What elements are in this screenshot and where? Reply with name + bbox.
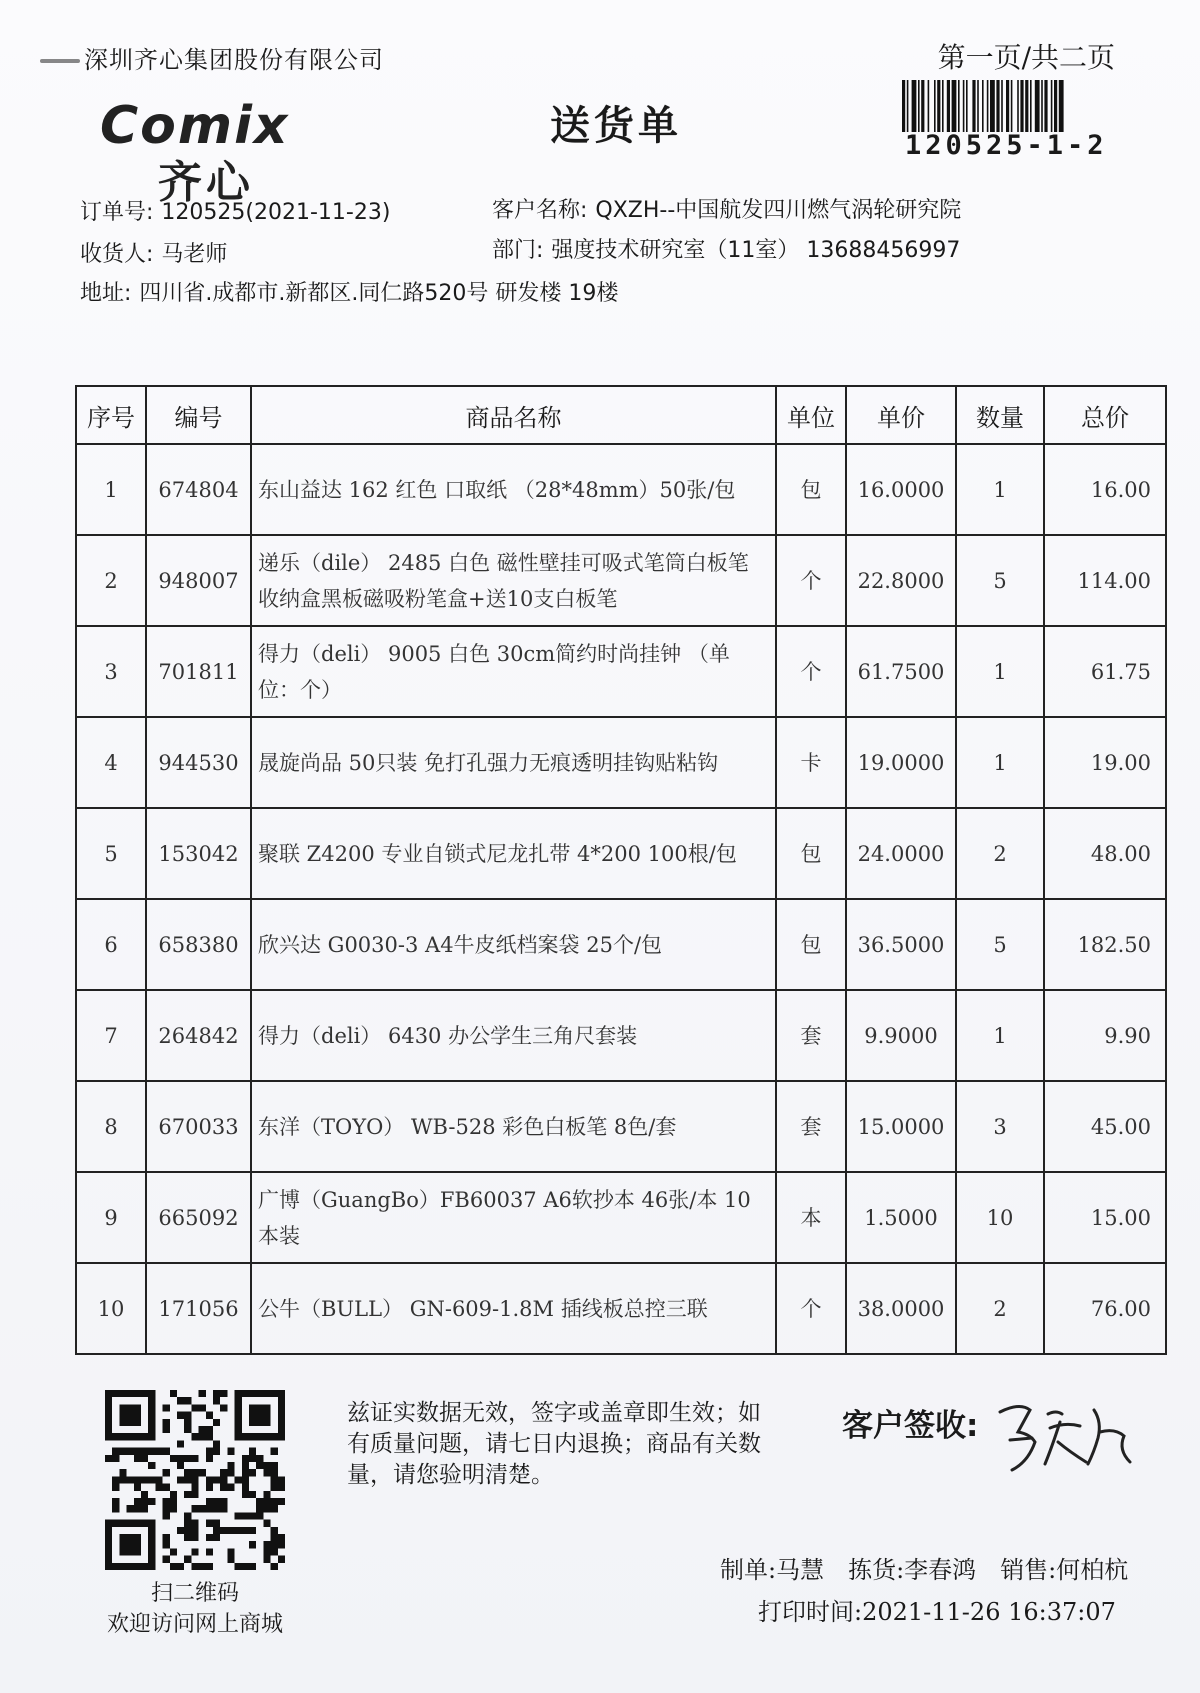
cell-total: 76.00 — [1044, 1263, 1166, 1354]
cell-price: 61.7500 — [846, 626, 956, 717]
cell-unit: 卡 — [776, 717, 846, 808]
customer-value: QXZH--中国航发四川燃气涡轮研究院 — [595, 198, 962, 223]
picker-text: 拣货:李春鸿 — [848, 1556, 977, 1584]
cell-unit: 包 — [776, 808, 846, 899]
handwritten-signature — [990, 1392, 1140, 1482]
cell-total: 48.00 — [1044, 808, 1166, 899]
address-label: 地址: — [80, 281, 132, 306]
address-value: 四川省.成都市.新都区.同仁路520号 研发楼 19楼 — [139, 281, 619, 306]
cell-code: 701811 — [146, 626, 251, 717]
cell-qty: 2 — [956, 808, 1044, 899]
logo-wordmark: Comix — [100, 96, 290, 156]
cell-code: 670033 — [146, 1081, 251, 1172]
logo-chinese: 齐心 — [158, 157, 254, 208]
cell-unit: 包 — [776, 444, 846, 535]
order-number-label: 订单号: — [80, 200, 154, 225]
cell-code: 948007 — [146, 535, 251, 626]
cell-price: 22.8000 — [846, 535, 956, 626]
department-label: 部门: — [492, 238, 544, 263]
cell-seq: 3 — [76, 626, 146, 717]
cell-name: 欣兴达 G0030-3 A4牛皮纸档案袋 25个/包 — [251, 899, 776, 990]
address-field — [80, 276, 618, 307]
comix-logo — [100, 96, 330, 208]
department-field — [492, 233, 960, 264]
cell-qty: 1 — [956, 717, 1044, 808]
cell-price: 19.0000 — [846, 717, 956, 808]
cell-total: 19.00 — [1044, 717, 1166, 808]
cell-qty: 1 — [956, 990, 1044, 1081]
header-unit: 单位 — [776, 386, 846, 444]
cell-code: 264842 — [146, 990, 251, 1081]
header-code: 编号 — [146, 386, 251, 444]
items-table — [75, 385, 1167, 1355]
cell-code: 153042 — [146, 808, 251, 899]
table-row — [76, 1081, 1166, 1172]
cell-price: 16.0000 — [846, 444, 956, 535]
cell-price: 1.5000 — [846, 1172, 956, 1263]
staff-line — [720, 1550, 1152, 1585]
cell-name: 广博（GuangBo）FB60037 A6软抄本 46张/本 10本装 — [251, 1172, 776, 1263]
cell-price: 15.0000 — [846, 1081, 956, 1172]
order-number-field — [80, 195, 390, 226]
document-title: 送货单 — [550, 103, 682, 149]
cell-price: 36.5000 — [846, 899, 956, 990]
cell-name: 东山益达 162 红色 口取纸 （28*48mm）50张/包 — [251, 444, 776, 535]
cell-qty: 3 — [956, 1081, 1044, 1172]
cell-code: 944530 — [146, 717, 251, 808]
receiver-label: 收货人: — [80, 242, 154, 267]
cell-unit: 套 — [776, 1081, 846, 1172]
cell-code: 674804 — [146, 444, 251, 535]
cell-total: 9.90 — [1044, 990, 1166, 1081]
department-value: 强度技术研究室（11室） 13688456997 — [551, 238, 961, 263]
table-row — [76, 535, 1166, 626]
cell-seq: 1 — [76, 444, 146, 535]
table-row — [76, 1172, 1166, 1263]
cell-seq: 7 — [76, 990, 146, 1081]
cell-price: 9.9000 — [846, 990, 956, 1081]
table-row — [76, 899, 1166, 990]
header-name: 商品名称 — [251, 386, 776, 444]
ink-scribble — [40, 59, 80, 63]
table-header-row — [76, 386, 1166, 444]
cell-total: 61.75 — [1044, 626, 1166, 717]
qr-caption-line-2: 欢迎访问网上商城 — [106, 1612, 283, 1637]
cell-name: 得力（deli） 9005 白色 30cm简约时尚挂钟 （单位：个） — [251, 626, 776, 717]
cell-unit: 个 — [776, 535, 846, 626]
barcode-number: 120525-1-2 — [905, 130, 1108, 161]
cell-unit: 套 — [776, 990, 846, 1081]
cell-qty: 2 — [956, 1263, 1044, 1354]
cell-code: 665092 — [146, 1172, 251, 1263]
cell-price: 24.0000 — [846, 808, 956, 899]
cell-unit: 个 — [776, 1263, 846, 1354]
cell-seq: 6 — [76, 899, 146, 990]
table-row — [76, 717, 1166, 808]
qr-caption — [70, 1578, 320, 1640]
cell-name: 递乐（dile） 2485 白色 磁性壁挂可吸式笔筒白板笔收纳盒黑板磁吸粉笔盒+送10支白板笔 — [251, 535, 776, 626]
customer-sign-label: 客户签收: — [842, 1408, 979, 1444]
cell-total: 114.00 — [1044, 535, 1166, 626]
cell-seq: 9 — [76, 1172, 146, 1263]
header-price: 单价 — [846, 386, 956, 444]
cell-unit: 个 — [776, 626, 846, 717]
receiver-field — [80, 237, 227, 268]
cell-qty: 10 — [956, 1172, 1044, 1263]
sales-text: 销售:何柏杭 — [1000, 1556, 1129, 1584]
cell-seq: 8 — [76, 1081, 146, 1172]
table-row — [76, 444, 1166, 535]
maker-text: 制单:马慧 — [720, 1556, 825, 1584]
cell-name: 聚联 Z4200 专业自锁式尼龙扎带 4*200 100根/包 — [251, 808, 776, 899]
header-qty: 数量 — [956, 386, 1044, 444]
company-name — [40, 40, 384, 75]
cell-qty: 5 — [956, 535, 1044, 626]
page-indicator: 第一页/共二页 — [937, 41, 1115, 74]
cell-seq: 10 — [76, 1263, 146, 1354]
customer-label: 客户名称: — [492, 198, 588, 223]
table-row — [76, 1263, 1166, 1354]
cell-seq: 4 — [76, 717, 146, 808]
cell-total: 182.50 — [1044, 899, 1166, 990]
cell-code: 658380 — [146, 899, 251, 990]
cell-qty: 1 — [956, 626, 1044, 717]
header-seq: 序号 — [76, 386, 146, 444]
table-row — [76, 626, 1166, 717]
cell-seq: 2 — [76, 535, 146, 626]
barcode-icon — [902, 80, 1120, 132]
cell-name: 晟旋尚品 50只装 免打孔强力无痕透明挂钩贴粘钩 — [251, 717, 776, 808]
cell-total: 45.00 — [1044, 1081, 1166, 1172]
cell-qty: 1 — [956, 444, 1044, 535]
print-time: 打印时间:2021-11-26 16:37:07 — [758, 1598, 1116, 1626]
cell-total: 15.00 — [1044, 1172, 1166, 1263]
notice-text: 兹证实数据无效，签字或盖章即生效；如有质量问题，请七日内退换；商品有关数量，请您验明清楚。 — [347, 1400, 761, 1488]
cell-code: 171056 — [146, 1263, 251, 1354]
table-row — [76, 808, 1166, 899]
cell-qty: 5 — [956, 899, 1044, 990]
qr-caption-line-1: 扫二维码 — [150, 1581, 239, 1606]
header-total: 总价 — [1044, 386, 1166, 444]
cell-name: 东洋（TOYO） WB-528 彩色白板笔 8色/套 — [251, 1081, 776, 1172]
company-name-text: 深圳齐心集团股份有限公司 — [84, 46, 384, 74]
cell-seq: 5 — [76, 808, 146, 899]
cell-total: 16.00 — [1044, 444, 1166, 535]
cell-unit: 本 — [776, 1172, 846, 1263]
cell-price: 38.0000 — [846, 1263, 956, 1354]
qr-code-icon — [105, 1390, 285, 1570]
cell-name: 公牛（BULL） GN-609-1.8M 插线板总控三联 — [251, 1263, 776, 1354]
cell-unit: 包 — [776, 899, 846, 990]
order-number-value: 120525(2021-11-23) — [161, 200, 391, 225]
cell-name: 得力（deli） 6430 办公学生三角尺套装 — [251, 990, 776, 1081]
table-row — [76, 990, 1166, 1081]
receiver-value: 马老师 — [161, 242, 228, 267]
customer-field — [492, 193, 961, 224]
